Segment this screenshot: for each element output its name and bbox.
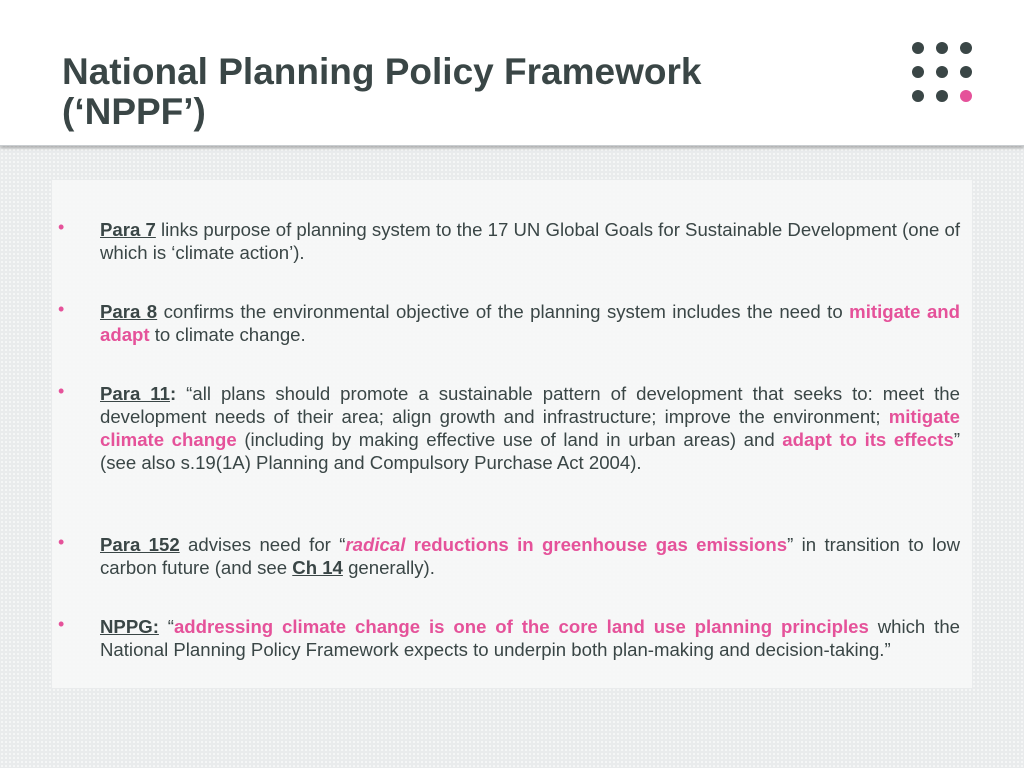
list-item-nppg	[58, 614, 961, 661]
dot-icon	[936, 42, 948, 54]
highlight-italic-text: radical	[345, 534, 406, 555]
paragraph-reference: NPPG:	[100, 616, 159, 637]
highlight-text: mitigate climate change	[100, 406, 960, 450]
title-line-2: (‘NPPF’)	[62, 91, 206, 132]
item-text: advises need for “	[179, 534, 346, 555]
highlight-text: reductions in greenhouse gas emissions	[405, 534, 788, 555]
highlight-text: adapt to its effects	[782, 429, 954, 450]
item-text: which the National Planning Policy Framework expects to underpin both plan-making and decision-taking.”	[100, 616, 961, 660]
bullet-marker: •	[58, 299, 65, 319]
list-item-para-8	[58, 299, 960, 346]
dot-icon	[912, 90, 924, 102]
bullet-marker: •	[58, 614, 65, 634]
bullet-marker: •	[58, 532, 65, 552]
list-item-para-11	[58, 381, 961, 474]
list-item-para-7	[58, 217, 961, 264]
dot-icon	[912, 66, 924, 78]
dot-grid-icon	[912, 42, 978, 108]
dot-icon	[912, 42, 924, 54]
item-text: ” (see also s.19(1A) Planning and Compulsory Purchase Act 2004).	[100, 429, 961, 473]
item-text: (including by making effective use of land in urban areas) and	[236, 429, 783, 450]
dot-icon	[936, 90, 948, 102]
item-text: “	[158, 616, 174, 637]
item-text: to climate change.	[149, 324, 306, 345]
content-panel	[52, 180, 972, 688]
item-text: “all plans should promote a sustainable pattern of development that seeks to: meet the development needs of their area; align growth and infrastructure; improve the environment;	[100, 383, 960, 427]
dot-icon	[960, 66, 972, 78]
dot-icon	[960, 42, 972, 54]
title-line-1: National Planning Policy Framework	[62, 51, 702, 92]
paragraph-reference: Para 8	[100, 301, 158, 322]
item-text: ” in transition to low carbon future (and see	[100, 534, 960, 578]
paragraph-reference: Para 11	[100, 383, 170, 404]
accent-dot-icon	[960, 90, 972, 102]
item-text: confirms the environmental objective of the planning system includes the need to	[157, 301, 850, 322]
highlight-text: mitigate and adapt	[100, 301, 960, 345]
page-title	[62, 52, 822, 132]
item-text: generally).	[342, 557, 435, 578]
paragraph-reference: Para 152	[100, 534, 180, 555]
dot-icon	[936, 66, 948, 78]
list-item-para-152	[58, 532, 960, 579]
chapter-reference: Ch 14	[292, 557, 343, 578]
bullet-marker: •	[58, 381, 65, 401]
bullet-marker: •	[58, 217, 65, 237]
colon: :	[169, 383, 177, 404]
paragraph-reference: Para 7	[100, 219, 156, 240]
item-text: links purpose of planning system to the 17 UN Global Goals for Sustainable Development (one of which is ‘climate action’).	[100, 219, 961, 263]
slide-header	[0, 0, 1024, 146]
highlight-text: addressing climate change is one of the core land use planning principles	[173, 616, 869, 637]
